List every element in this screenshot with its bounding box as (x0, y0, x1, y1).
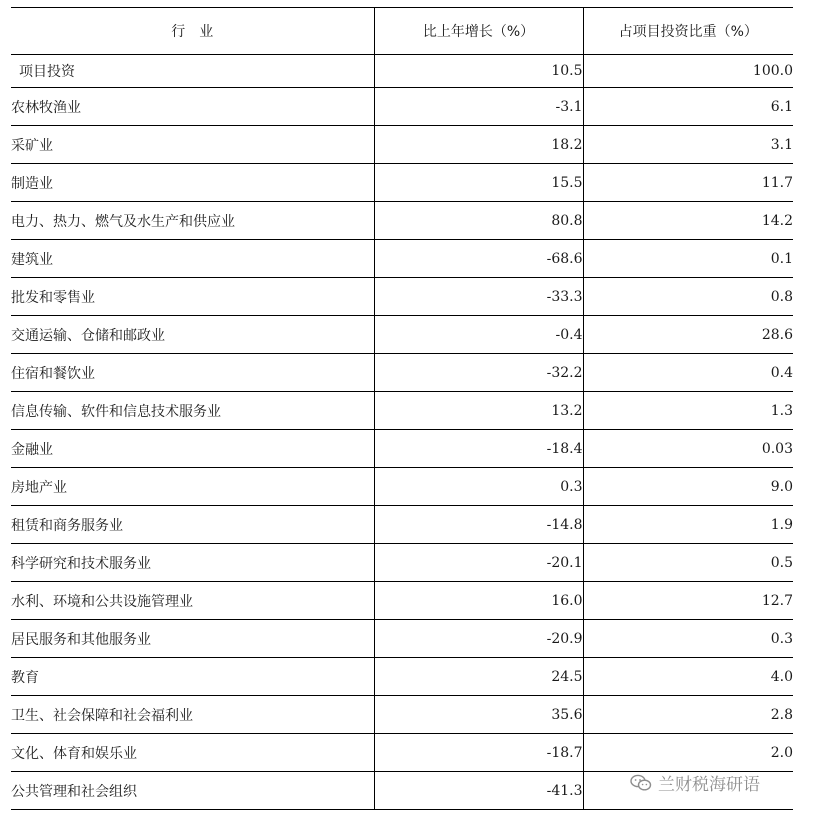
table-row (11, 240, 793, 278)
industry-cell: 卫生、社会保障和社会福利业 (11, 696, 374, 734)
wechat-icon (630, 774, 652, 792)
industry-cell: 建筑业 (11, 240, 374, 278)
industry-cell: 文化、体育和娱乐业 (11, 734, 374, 772)
growth-cell: -32.2 (374, 354, 583, 392)
industry-cell: 采矿业 (11, 126, 374, 164)
growth-cell: -18.7 (374, 734, 583, 772)
industry-cell: 住宿和餐饮业 (11, 354, 374, 392)
share-cell: 100.0 (583, 55, 793, 88)
table-row (11, 55, 793, 88)
growth-cell: -41.3 (374, 772, 583, 810)
share-cell: 6.1 (583, 88, 793, 126)
watermark (630, 770, 760, 795)
industry-cell: 教育 (11, 658, 374, 696)
industry-cell: 农林牧渔业 (11, 88, 374, 126)
share-cell: 0.5 (583, 544, 793, 582)
table-row (11, 430, 793, 468)
industry-cell: 金融业 (11, 430, 374, 468)
table-row (11, 734, 793, 772)
header-growth: 比上年增长（%） (374, 8, 583, 55)
industry-cell: 交通运输、仓储和邮政业 (11, 316, 374, 354)
table-row (11, 202, 793, 240)
table-row (11, 544, 793, 582)
header-share: 占项目投资比重（%） (583, 8, 793, 55)
table-row (11, 126, 793, 164)
growth-cell: 18.2 (374, 126, 583, 164)
growth-cell: -0.4 (374, 316, 583, 354)
table-row (11, 506, 793, 544)
table-header-row (11, 8, 793, 55)
industry-cell: 信息传输、软件和信息技术服务业 (11, 392, 374, 430)
share-cell: 0.03 (583, 430, 793, 468)
share-cell: 14.2 (583, 202, 793, 240)
share-cell: 0.4 (583, 354, 793, 392)
industry-cell: 租赁和商务服务业 (11, 506, 374, 544)
table-row (11, 696, 793, 734)
table-row (11, 582, 793, 620)
growth-cell: -20.9 (374, 620, 583, 658)
growth-cell: 80.8 (374, 202, 583, 240)
share-cell: 28.6 (583, 316, 793, 354)
table-row (11, 316, 793, 354)
table-row (11, 354, 793, 392)
watermark-text: 兰财税海研语 (658, 775, 760, 795)
table-row (11, 658, 793, 696)
table-row (11, 164, 793, 202)
growth-cell: 10.5 (374, 55, 583, 88)
growth-cell: -20.1 (374, 544, 583, 582)
share-cell: 3.1 (583, 126, 793, 164)
growth-cell: 15.5 (374, 164, 583, 202)
share-cell: 2.0 (583, 734, 793, 772)
growth-cell: 35.6 (374, 696, 583, 734)
growth-cell: -68.6 (374, 240, 583, 278)
share-cell: 9.0 (583, 468, 793, 506)
table-row (11, 468, 793, 506)
table-row (11, 392, 793, 430)
industry-cell: 公共管理和社会组织 (11, 772, 374, 810)
share-cell: 1.3 (583, 392, 793, 430)
table-row (11, 278, 793, 316)
growth-cell: -14.8 (374, 506, 583, 544)
industry-cell: 电力、热力、燃气及水生产和供应业 (11, 202, 374, 240)
share-cell: 12.7 (583, 582, 793, 620)
table-row (11, 620, 793, 658)
table-row (11, 88, 793, 126)
industry-cell: 批发和零售业 (11, 278, 374, 316)
share-cell: 0.8 (583, 278, 793, 316)
growth-cell: 13.2 (374, 392, 583, 430)
growth-cell: 0.3 (374, 468, 583, 506)
industry-cell: 居民服务和其他服务业 (11, 620, 374, 658)
industry-cell: 房地产业 (11, 468, 374, 506)
share-cell: 2.8 (583, 696, 793, 734)
table-body (11, 55, 793, 810)
share-cell: 4.0 (583, 658, 793, 696)
growth-cell: 16.0 (374, 582, 583, 620)
header-industry: 行 业 (11, 8, 374, 55)
growth-cell: -33.3 (374, 278, 583, 316)
share-cell: 0.3 (583, 620, 793, 658)
growth-cell: -18.4 (374, 430, 583, 468)
industry-cell: 水利、环境和公共设施管理业 (11, 582, 374, 620)
share-cell: 0.1 (583, 240, 793, 278)
share-cell: 11.7 (583, 164, 793, 202)
share-cell: 1.9 (583, 506, 793, 544)
investment-table (11, 7, 793, 810)
industry-cell: 项目投资 (11, 55, 374, 88)
industry-cell: 制造业 (11, 164, 374, 202)
industry-cell: 科学研究和技术服务业 (11, 544, 374, 582)
growth-cell: -3.1 (374, 88, 583, 126)
growth-cell: 24.5 (374, 658, 583, 696)
